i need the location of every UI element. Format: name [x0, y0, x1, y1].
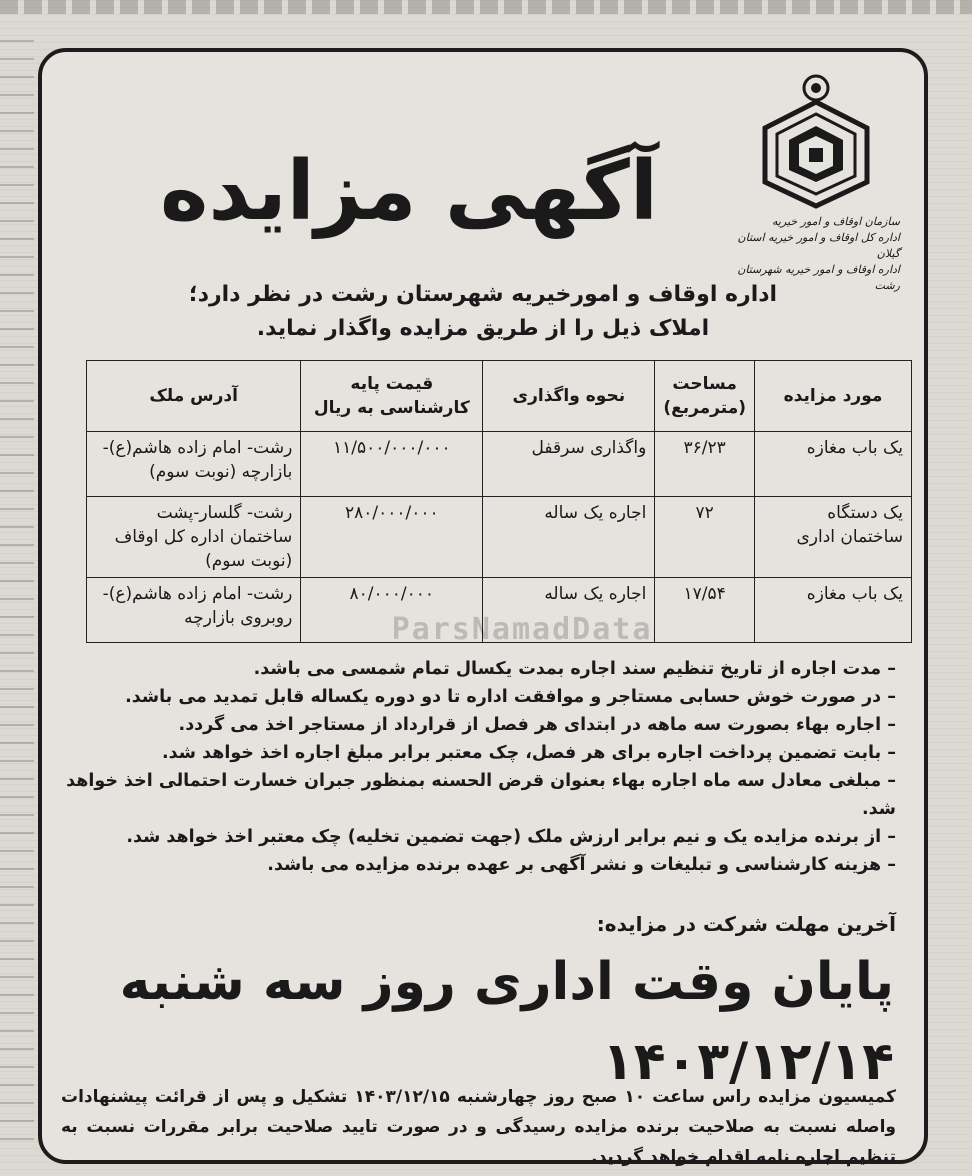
- terms-list: [66, 655, 896, 879]
- term-item: – بابت تضمین پرداخت اجاره برای هر فصل، چک معتبر برابر مبلغ اجاره اخذ خواهد شد.: [162, 743, 896, 763]
- term-item: – در صورت خوش حسابی مستاجر و موافقت اداره تا دو دوره یکساله قابل تمدید می باشد.: [125, 687, 896, 707]
- term-item: – مدت اجاره از تاریخ تنظیم سند اجاره بمدت یکسال تمام شمسی می باشد.: [253, 659, 896, 679]
- intro-line1: اداره اوقاف و امورخیریه شهرستان رشت در نظر دارد؛: [188, 282, 778, 307]
- ad-headline: آگهی مزایده: [160, 144, 658, 239]
- watermark: ParsNamadData: [391, 612, 653, 647]
- cell-item: یک باب مغازه: [755, 432, 912, 497]
- ad-frame: [38, 48, 928, 1167]
- term-item: – از برنده مزایده یک و نیم برابر ارزش ملک (جهت تضمین تخلیه) چک معتبر اخذ خواهد شد.: [126, 827, 896, 847]
- deadline-value: پایان وقت اداری روز سه شنبه ۱۴۰۳/۱۲/۱۴: [119, 952, 894, 1092]
- cell-area: ۷۲: [655, 497, 755, 578]
- term-item: – مبلغی معادل سه ماه اجاره بهاء بعنوان قرض الحسنه بمنظور جبران خسارت احتمالی اخذ خواهد شد.: [66, 771, 896, 819]
- cell-area: ۱۷/۵۴: [655, 578, 755, 643]
- cell-address: رشت- امام زاده هاشم(ع)-روبروی بازارچه: [87, 578, 301, 643]
- cell-address: رشت- گلسار-پشت ساختمان اداره کل اوقاف (نوبت سوم): [87, 497, 301, 578]
- header-area: مساحت (مترمربع): [655, 361, 755, 432]
- newspaper-side-bleed: [0, 40, 34, 1140]
- cell-address: رشت- امام زاده هاشم(ع)-بازارچه (نوبت سوم): [87, 432, 301, 497]
- table-row: [87, 497, 912, 578]
- cell-method: اجاره یک ساله: [483, 497, 655, 578]
- header-item: مورد مزایده: [755, 361, 912, 432]
- org-name-line3: اداره اوقاف و امور خیریه شهرستان رشت: [737, 263, 900, 292]
- properties-table: [86, 360, 912, 643]
- cell-item: یک دستگاه ساختمان اداری: [755, 497, 912, 578]
- commission-paragraph: کمیسیون مزایده راس ساعت ۱۰ صبح روز چهارشنبه ۱۴۰۳/۱۲/۱۵ تشکیل و پس از قرائت پیشنهادات واصله نسبت به صلاحیت برنده مزایده رسیدگی و در صورت تایید صلاحیت برابر مقررات نسبت به تنظیم اجاره نامه اقدام خواهد گردید.: [61, 1087, 896, 1167]
- org-name-line2: اداره کل اوقاف و امور خیریه استان گیلان: [737, 231, 900, 260]
- cell-method: واگذاری سرقفل: [483, 432, 655, 497]
- cell-area: ۳۶/۲۳: [655, 432, 755, 497]
- cell-method: اجاره یک ساله: [483, 578, 655, 643]
- cell-item: یک باب مغازه: [755, 578, 912, 643]
- table-header-row: [87, 361, 912, 432]
- cell-price: ۲۸۰/۰۰۰/۰۰۰: [301, 497, 483, 578]
- org-name-line1: سازمان اوقاف و امور خیریه: [772, 215, 900, 228]
- table-row: [87, 432, 912, 497]
- endowment-logo-icon: [749, 70, 884, 210]
- term-item: – اجاره بهاء بصورت سه ماهه در ابتدای هر فصل از قرارداد از مستاجر اخذ می گردد.: [178, 715, 896, 735]
- cell-price: ۱۱/۵۰۰/۰۰۰/۰۰۰: [301, 432, 483, 497]
- term-item: – هزینه کارشناسی و تبلیغات و نشر آگهی بر عهده برنده مزایده می باشد.: [267, 855, 896, 875]
- header-price: قیمت پایه کارشناسی به ریال: [301, 361, 483, 432]
- cell-price: ۸۰/۰۰۰/۰۰۰: [301, 578, 483, 643]
- header-address: آدرس ملک: [87, 361, 301, 432]
- intro-line2: املاک ذیل را از طریق مزایده واگذار نماید.: [256, 316, 710, 341]
- intro-text: [42, 278, 924, 346]
- newspaper-top-bleed: [0, 0, 972, 14]
- header-method: نحوه واگذاری: [483, 361, 655, 432]
- deadline-label: آخرین مهلت شرکت در مزایده:: [596, 912, 896, 936]
